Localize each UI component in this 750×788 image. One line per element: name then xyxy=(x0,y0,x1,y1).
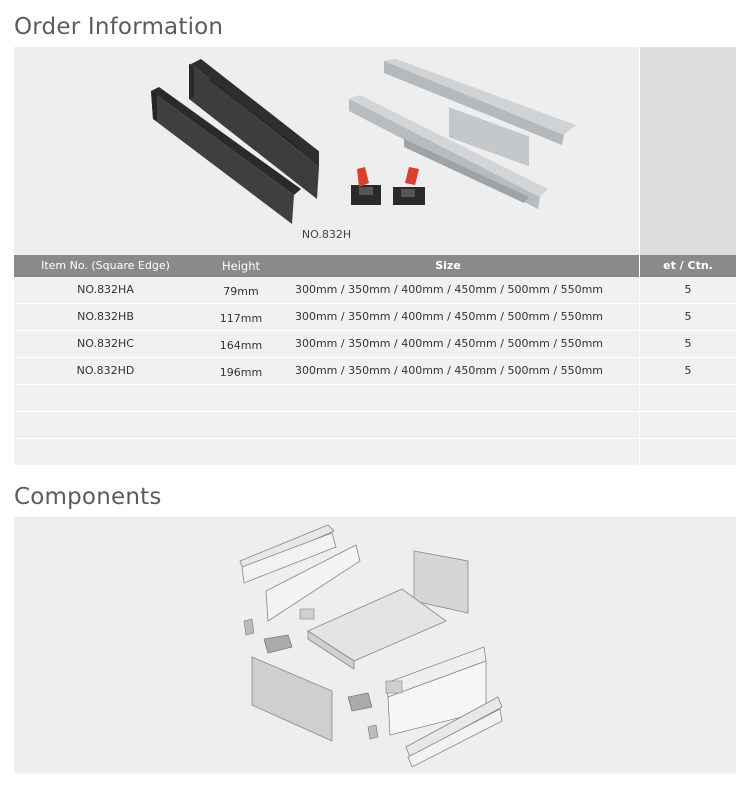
cell-set-per-carton xyxy=(640,385,736,411)
header-size: Size xyxy=(435,259,461,272)
cell-size: 300mm / 350mm / 400mm / 450mm / 500mm / 550mm xyxy=(294,283,604,296)
cell-item-no: NO.832HC xyxy=(77,337,134,350)
drawer-side-panels-image xyxy=(149,59,319,224)
table-header xyxy=(14,255,736,277)
cell-size xyxy=(254,412,644,438)
table-row xyxy=(14,277,736,303)
table-row xyxy=(14,385,736,411)
drawer-runner-rails-image xyxy=(344,59,584,219)
cell-set-per-carton xyxy=(640,412,736,438)
cell-item-no: NO.832HB xyxy=(77,310,134,323)
cell-height: 117mm xyxy=(219,312,263,325)
cell-height: 164mm xyxy=(219,339,263,352)
cell-item-no xyxy=(14,412,197,438)
order-information-block xyxy=(14,47,736,466)
cell-size: 300mm / 350mm / 400mm / 450mm / 500mm / 550mm xyxy=(294,337,604,350)
cell-item-no xyxy=(14,385,197,411)
product-caption: NO.832H xyxy=(301,228,352,241)
cell-height: 79mm xyxy=(223,285,259,298)
cell-size: 300mm / 350mm / 400mm / 450mm / 500mm / 550mm xyxy=(294,364,604,377)
cell-size xyxy=(254,439,644,465)
product-image-side-panel xyxy=(640,47,736,255)
order-information-title: Order Information xyxy=(14,14,224,40)
header-set-per-carton: et / Ctn. xyxy=(663,259,713,272)
cell-size: 300mm / 350mm / 400mm / 450mm / 500mm / 550mm xyxy=(294,310,604,323)
product-image-panel xyxy=(14,47,639,255)
cell-item-no xyxy=(14,439,197,465)
table-row xyxy=(14,304,736,330)
cell-item-no: NO.832HA xyxy=(77,283,134,296)
components-title: Components xyxy=(14,484,162,510)
header-height: Height xyxy=(221,259,260,273)
cell-set-per-carton: 5 xyxy=(684,310,692,323)
cell-set-per-carton xyxy=(640,439,736,465)
cell-height: 196mm xyxy=(219,366,263,379)
cell-set-per-carton: 5 xyxy=(684,283,692,296)
table-row xyxy=(14,412,736,438)
table-row xyxy=(14,439,736,465)
cell-set-per-carton: 5 xyxy=(684,337,692,350)
table-row xyxy=(14,358,736,384)
header-item-no: Item No. (Square Edge) xyxy=(41,259,170,272)
drawer-exploded-diagram-image xyxy=(236,521,506,767)
table-row xyxy=(14,331,736,357)
cell-size xyxy=(254,385,644,411)
cell-set-per-carton: 5 xyxy=(684,364,692,377)
components-panel xyxy=(14,517,736,773)
cell-item-no: NO.832HD xyxy=(76,364,135,377)
